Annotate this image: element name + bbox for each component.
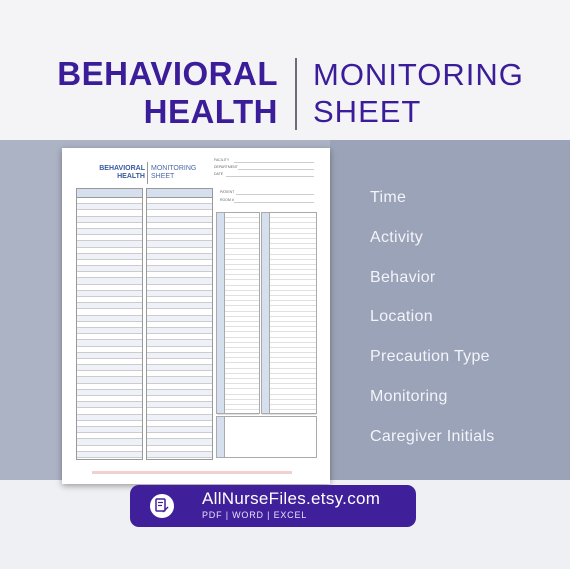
- behavior-legend: [261, 212, 317, 414]
- feature-item: Precaution Type: [370, 348, 490, 366]
- feature-item: Caregiver Initials: [370, 427, 495, 445]
- feature-item: Monitoring: [370, 387, 448, 405]
- sheet-field-line: [226, 176, 314, 177]
- sheet-preview: [62, 148, 330, 484]
- sheet-footer-note: [92, 471, 292, 474]
- sheet-field-label: FACILITY: [214, 158, 230, 162]
- sheet-preview-title-left: [90, 165, 145, 181]
- sheet-field-line: [234, 162, 314, 163]
- time-log-table-right: [146, 188, 213, 460]
- precaution-legend: [216, 212, 260, 414]
- sheet-field-line: [234, 202, 314, 203]
- sheet-title-line: MONITORING: [151, 165, 197, 172]
- table-row: [147, 458, 212, 460]
- feature-item: Location: [370, 308, 433, 326]
- store-link-banner[interactable]: [130, 485, 416, 527]
- sheet-preview-title-right: [151, 165, 196, 181]
- file-formats: PDF | WORD | EXCEL: [202, 510, 308, 520]
- sheet-title-line: SHEET: [151, 173, 175, 180]
- sheet-field-line: [236, 194, 314, 195]
- title-line-behavioral: BEHAVIORAL: [57, 55, 278, 92]
- table-row: [77, 458, 142, 460]
- table-header: [77, 189, 142, 198]
- monitoring-notes-box: [216, 416, 317, 458]
- sheet-field-label: PATIENT: [220, 190, 235, 194]
- sheet-field-line: [238, 169, 314, 170]
- title-line-monitoring: MONITORING: [313, 57, 524, 92]
- time-log-table-left: [76, 188, 143, 460]
- sheet-field-label: ROOM #: [220, 198, 234, 202]
- sheet-title-line: HEALTH: [117, 173, 145, 180]
- feature-item: Time: [370, 189, 407, 206]
- sheet-field-label: DATE: [214, 172, 224, 176]
- feature-list: [370, 178, 495, 457]
- table-header: [147, 189, 212, 198]
- title-monitoring-sheet: [313, 56, 524, 130]
- store-url[interactable]: AllNurseFiles.etsy.com: [202, 489, 381, 508]
- title-line-health: HEALTH: [143, 93, 278, 130]
- title-line-sheet: SHEET: [313, 94, 422, 129]
- title-divider: [295, 58, 297, 130]
- title-behavioral-health: [57, 55, 278, 131]
- document-edit-icon: [150, 494, 174, 518]
- feature-item: Activity: [370, 228, 424, 246]
- sheet-title-divider: [147, 162, 148, 184]
- sheet-title-line: BEHAVIORAL: [99, 165, 145, 172]
- feature-item: Behavior: [370, 268, 436, 286]
- sheet-field-label: DEPARTMENT: [214, 165, 238, 169]
